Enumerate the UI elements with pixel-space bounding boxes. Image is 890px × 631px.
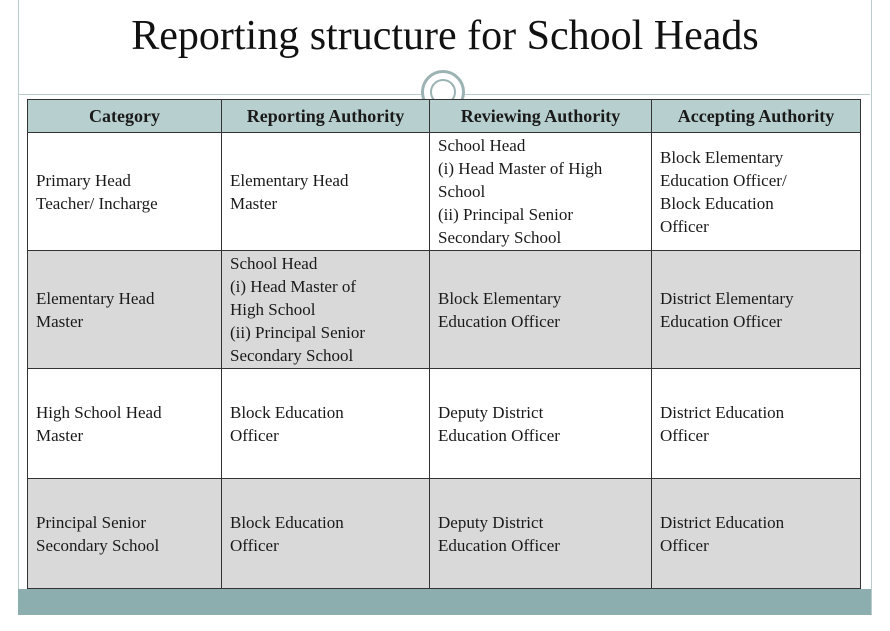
- cell-line: Secondary School: [230, 346, 354, 365]
- cell-line: (ii) Principal Senior: [230, 323, 366, 342]
- cell-line: High School Head: [36, 402, 162, 422]
- cell-line: Master: [36, 425, 84, 445]
- cell-line: Officer: [660, 535, 709, 555]
- cell-line: Block Education: [660, 193, 774, 213]
- cell-accepting: [652, 369, 861, 479]
- cell-line: School: [438, 182, 486, 201]
- cell-accepting: [652, 251, 861, 369]
- cell-category: [28, 133, 222, 251]
- cell-reviewing: [430, 133, 652, 251]
- cell-reporting: [222, 251, 430, 369]
- slide-title: Reporting structure for School Heads: [131, 13, 759, 59]
- cell-line: High School: [230, 300, 316, 319]
- cell-line: Officer: [230, 425, 279, 445]
- cell-line: Block Education: [230, 402, 344, 422]
- cell-line: Block Elementary: [660, 147, 784, 167]
- reporting-structure-table: [27, 99, 861, 589]
- cell-line: Primary Head: [36, 170, 131, 190]
- cell-line: District Elementary: [660, 288, 794, 308]
- cell-line: (ii) Principal Senior: [438, 205, 574, 224]
- cell-line: Deputy District: [438, 402, 544, 422]
- cell-line: Block Education: [230, 512, 344, 532]
- cell-line: Secondary School: [36, 535, 160, 555]
- cell-reviewing: [430, 369, 652, 479]
- cell-line: Elementary Head: [36, 288, 155, 308]
- cell-line: District Education: [660, 512, 785, 532]
- header-reporting-authority: Reporting Authority: [222, 100, 430, 133]
- cell-line: Block Elementary: [438, 288, 562, 308]
- cell-accepting: [652, 133, 861, 251]
- cell-reviewing: [430, 479, 652, 589]
- cell-line: District Education: [660, 402, 785, 422]
- cell-line: Deputy District: [438, 512, 544, 532]
- footer-bar: [18, 589, 871, 615]
- cell-line: Education Officer/: [660, 170, 787, 190]
- cell-category: [28, 369, 222, 479]
- cell-line: Officer: [230, 535, 279, 555]
- cell-line: (i) Head Master of: [230, 277, 357, 296]
- cell-line: Officer: [660, 216, 709, 236]
- table-row: [28, 251, 861, 369]
- cell-line: Education Officer: [438, 535, 560, 555]
- cell-line: Education Officer: [660, 311, 782, 331]
- cell-line: Officer: [660, 425, 709, 445]
- cell-reviewing: [430, 251, 652, 369]
- cell-accepting: [652, 479, 861, 589]
- cell-reporting: [222, 133, 430, 251]
- cell-line: Secondary School: [438, 228, 562, 247]
- header-reviewing-authority: Reviewing Authority: [430, 100, 652, 133]
- cell-category: [28, 251, 222, 369]
- cell-line: Principal Senior: [36, 512, 147, 532]
- cell-line: Master: [230, 193, 278, 213]
- cell-line: Master: [36, 311, 84, 331]
- cell-line: Education Officer: [438, 425, 560, 445]
- cell-line: Teacher/ Incharge: [36, 193, 158, 213]
- cell-line: School Head: [438, 136, 526, 155]
- cell-line: School Head: [230, 254, 318, 273]
- table-row: [28, 479, 861, 589]
- table-header-row: [28, 100, 861, 133]
- cell-line: Elementary Head: [230, 170, 349, 190]
- cell-reporting: [222, 479, 430, 589]
- cell-category: [28, 479, 222, 589]
- cell-reporting: [222, 369, 430, 479]
- table-row: [28, 133, 861, 251]
- table-row: [28, 369, 861, 479]
- header-accepting-authority: Accepting Authority: [652, 100, 861, 133]
- header-category: Category: [28, 100, 222, 133]
- cell-line: Education Officer: [438, 311, 560, 331]
- cell-line: (i) Head Master of High: [438, 159, 603, 178]
